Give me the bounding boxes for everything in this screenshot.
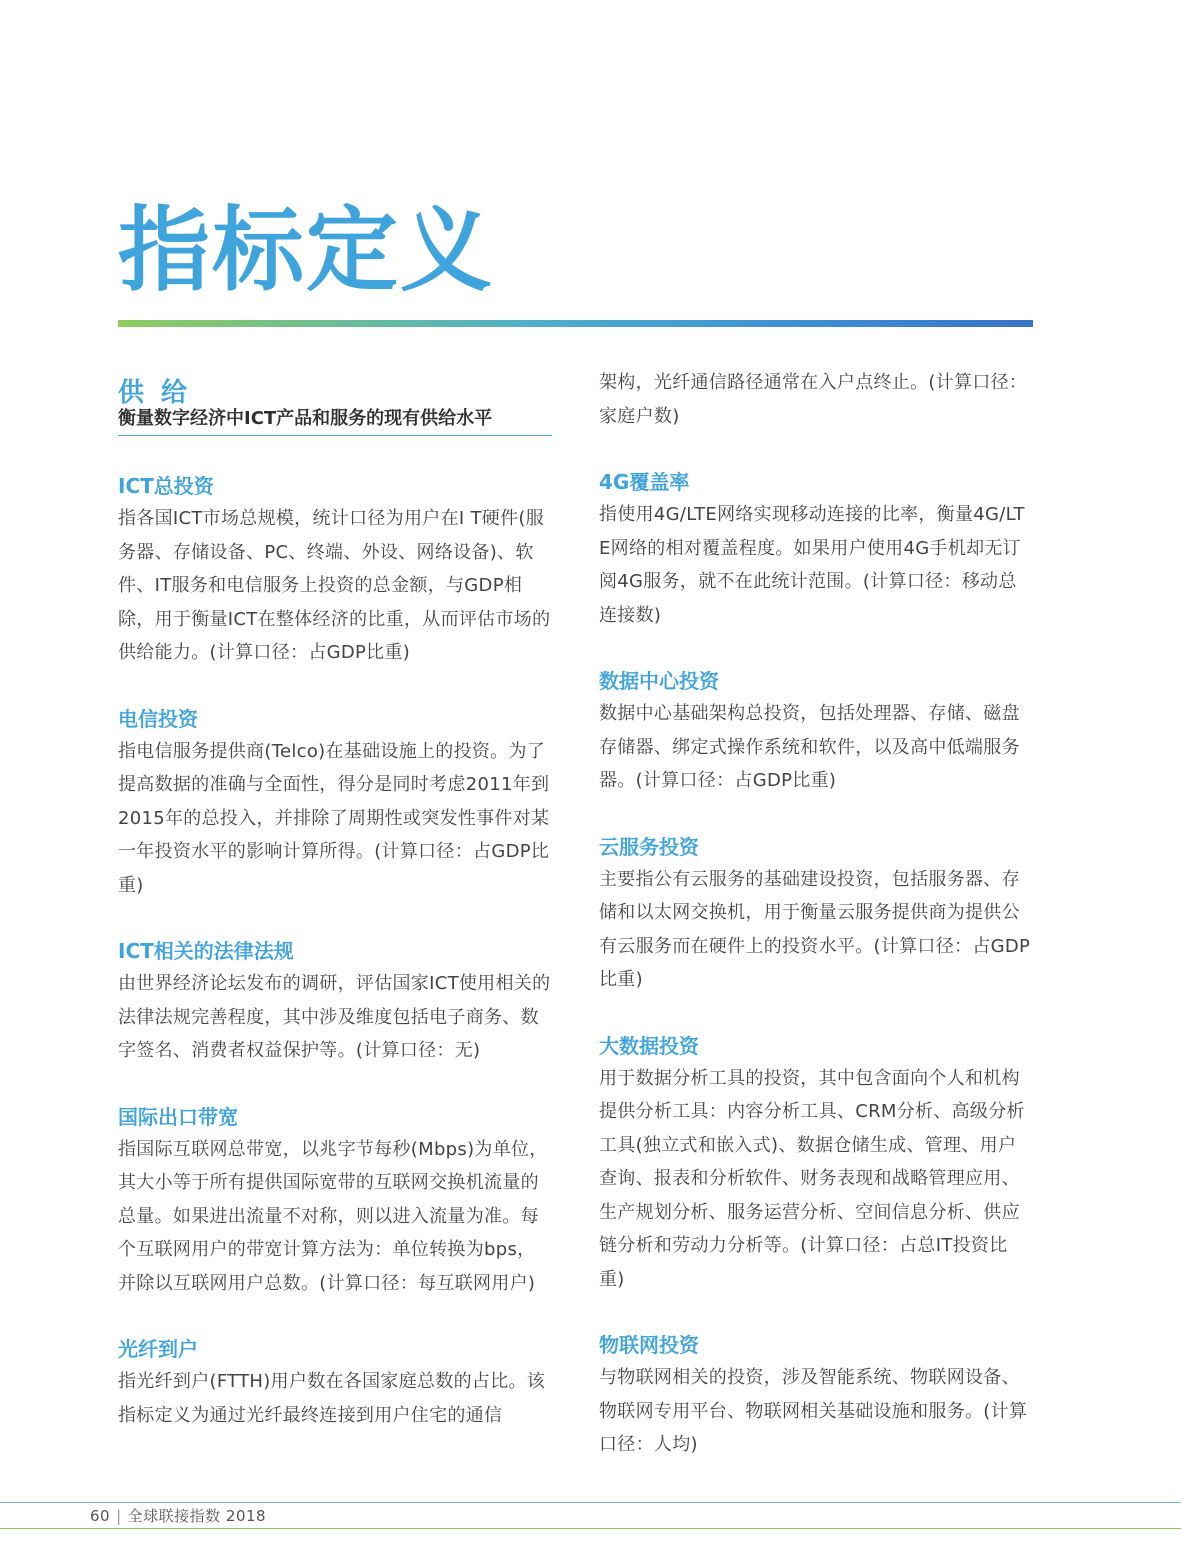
definition-heading: 大数据投资 [599, 1033, 699, 1058]
definition-body: 主要指公有云服务的基础建设投资，包括服务器、存储和以太网交换机，用于衡量云服务提供商为提供公有云服务而在硬件上的投资水平。(计算口径：占GDP比重) [599, 868, 1031, 990]
definition-heading: 云服务投资 [599, 834, 699, 859]
definition-continuation [599, 366, 1033, 433]
footer-separator: | [116, 1507, 122, 1525]
title-divider [118, 320, 1033, 327]
definition-heading: ICT总投资 [118, 474, 214, 498]
definition-body: 指国际互联网总带宽，以兆字节每秒(Mbps)为单位，其大小等于所有提供国际宽带的互联网交换机流量的总量。如果进出流量不对称，则以进入流量为准。每个互联网用户的带宽计算方法为：单位转换为bps，并除以互联网用户总数。(计算口径：每互联网用户) [118, 1138, 548, 1294]
right-column [599, 366, 1033, 1495]
page-footer [90, 1505, 266, 1526]
section-divider [118, 435, 552, 436]
definition-item [118, 703, 552, 903]
definition-body: 数据中心基础架构总投资，包括处理器、存储、磁盘存储器、绑定式操作系统和软件，以及高中低端服务器。(计算口径：占GDP比重) [599, 703, 1020, 791]
definition-item [599, 466, 1033, 632]
definition-body: 指各国ICT市场总规模，统计口径为用户在I T硬件(服务器、存储设备、PC、终端、外设、网络设备)、软件、IT服务和电信服务上投资的总金额，与GDP相除，用于衡量ICT在整体经济的比重，从而评估市场的供给能力。(计算口径：占GDP比重) [118, 508, 551, 663]
definition-item [118, 935, 552, 1068]
definition-heading: 国际出口带宽 [118, 1104, 238, 1129]
definition-item [118, 1101, 552, 1301]
definition-heading: 光纤到户 [118, 1337, 198, 1361]
section-subtitle: 衡量数字经济中ICT产品和服务的现有供给水平 [118, 408, 493, 429]
definition-body: 指光纤到户(FTTH)用户数在各国家庭总数的占比。该指标定义为通过光纤最终连接到用户住宅的通信 [118, 1371, 546, 1426]
definition-heading: 数据中心投资 [599, 669, 719, 693]
definition-item [599, 831, 1033, 997]
definition-item [118, 470, 552, 670]
definition-body: 由世界经济论坛发布的调研，评估国家ICT使用相关的法律法规完善程度，其中涉及维度包括电子商务、数字签名、消费者权益保护等。(计算口径：无) [118, 973, 551, 1061]
publication-name: 全球联接指数 2018 [127, 1507, 267, 1525]
definition-heading: 电信投资 [118, 706, 198, 731]
footer-bottom-divider [0, 1528, 1181, 1529]
definition-item [599, 665, 1033, 798]
definition-body: 与物联网相关的投资，涉及智能系统、物联网设备、物联网专用平台、物联网相关基础设施和服务。(计算口径：人均) [599, 1367, 1028, 1455]
definition-body: 指使用4G/LTE网络实现移动连接的比率，衡量4G/LTE网络的相对覆盖程度。如果用户使用4G手机却无订阅4G服务，就不在此统计范围。(计算口径：移动总连接数) [599, 504, 1025, 626]
page-number: 60 [90, 1507, 111, 1525]
definition-body: 用于数据分析工具的投资，其中包含面向个人和机构提供分析工具：内容分析工具、CRM分析、高级分析工具(独立式和嵌入式)、数据仓储生成、管理、用户查询、报表和分析软件、财务表现和战略管理应用、生产规划分析、服务运营分析、空间信息分析、供应链分析和劳动力分析等。(计算口径：占总IT投资比重) [599, 1067, 1025, 1290]
page-title: 指标定义 [118, 197, 495, 304]
definition-item [599, 1329, 1033, 1462]
definition-body: 指电信服务提供商(Telco)在基础设施上的投资。为了提高数据的准确与全面性，得分是同时考虑2011年到2015年的总投入，并排除了周期性或突发性事件对某一年投资水平的影响计算所得。(计算口径：占GDP比重) [118, 740, 550, 896]
footer-divider [0, 1502, 1181, 1503]
continued-body: 架构，光纤通信路径通常在入户点终止。(计算口径：家庭户数) [599, 372, 1028, 427]
definition-item [599, 1030, 1033, 1297]
definition-heading: 物联网投资 [599, 1333, 699, 1357]
section-title: 供 给 [118, 378, 192, 408]
definition-item [118, 1333, 552, 1432]
left-column [118, 470, 552, 1465]
definition-heading: ICT相关的法律法规 [118, 939, 294, 963]
definition-heading: 4G覆盖率 [599, 470, 690, 494]
